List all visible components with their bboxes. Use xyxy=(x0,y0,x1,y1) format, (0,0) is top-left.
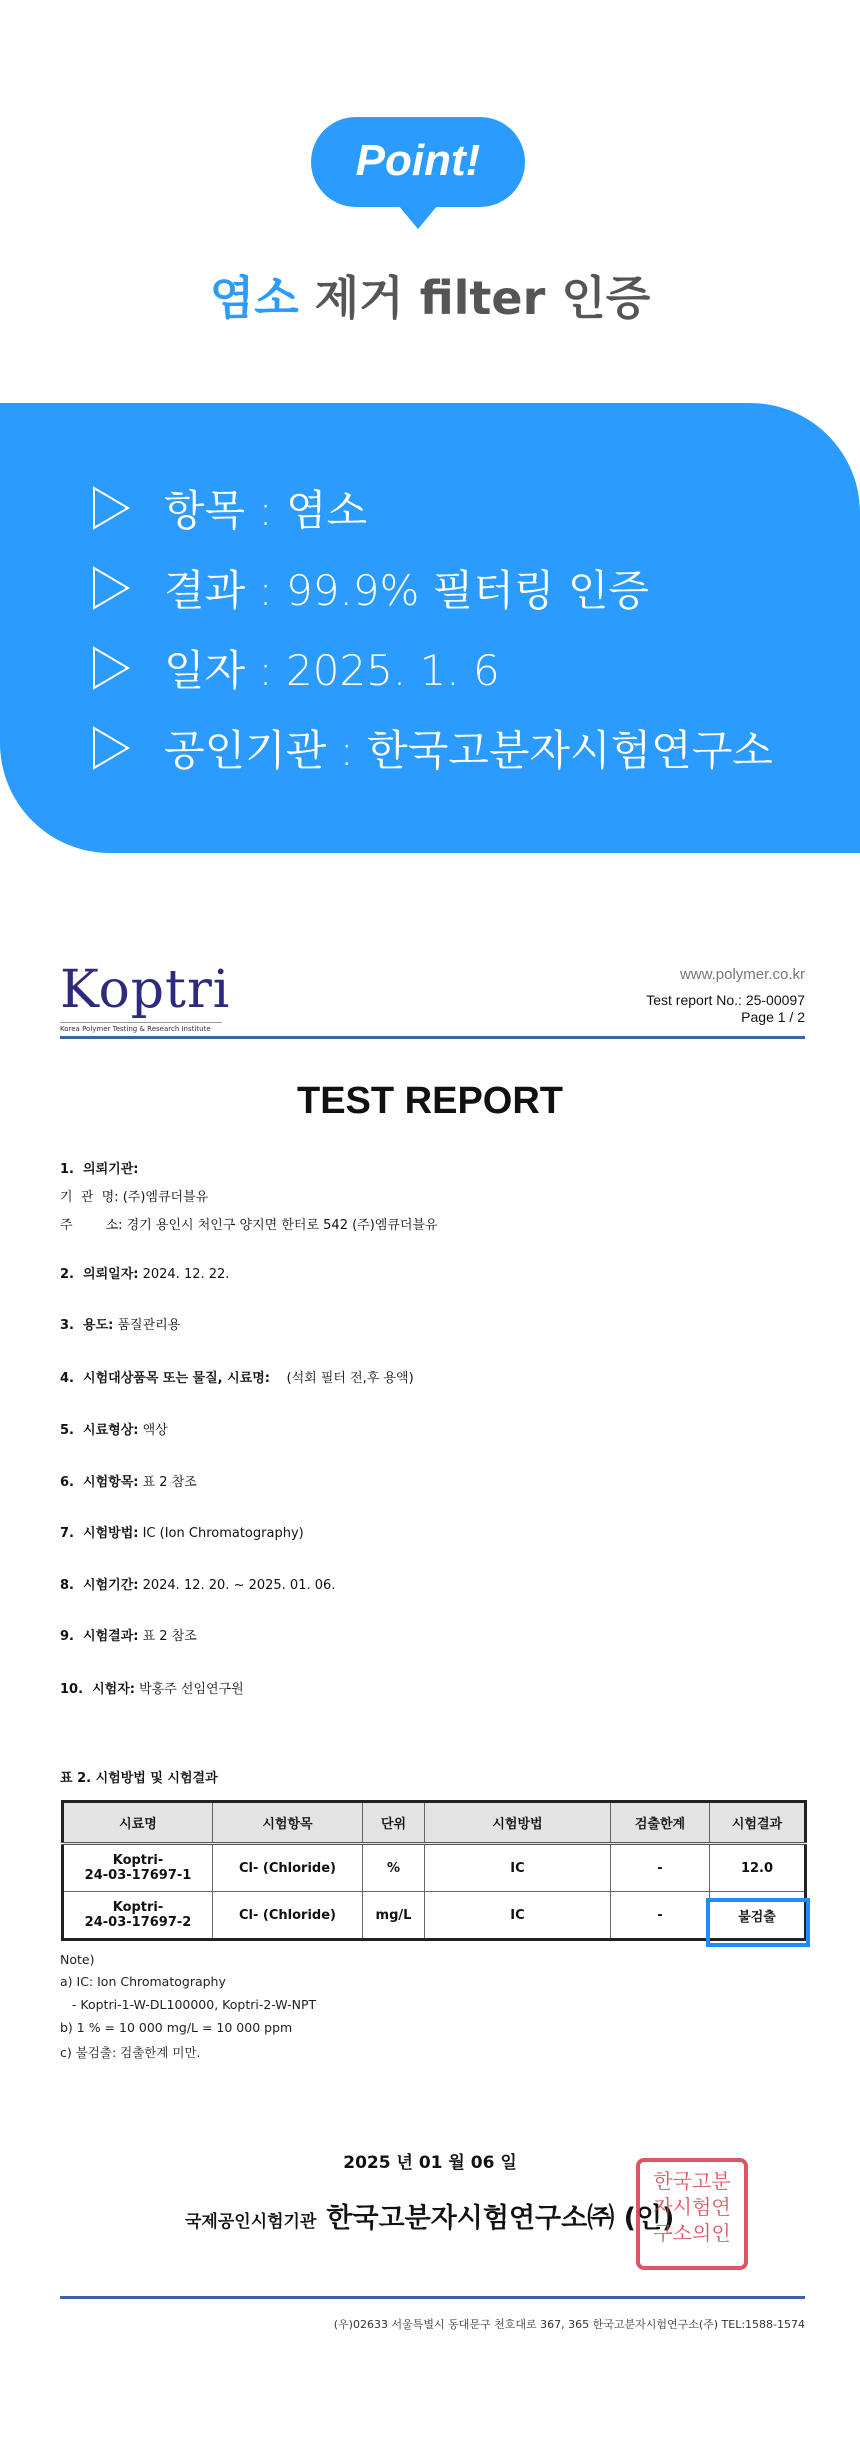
issuing-org xyxy=(185,2196,674,2235)
bullet-text: 공인기관 : 한국고분자시험연구소 xyxy=(164,726,773,775)
section-label: 6. 시험항목: xyxy=(60,1475,139,1490)
cell: % xyxy=(363,1844,425,1892)
footer-rule xyxy=(60,2296,805,2299)
report-section xyxy=(60,1574,335,1593)
table-caption: 표 2. 시험방법 및 시험결과 xyxy=(60,1771,218,1786)
cell: 불검출 xyxy=(710,1892,806,1940)
report-number: Test report No.: 25-00097 xyxy=(646,992,805,1008)
report-section xyxy=(60,1678,244,1697)
section-value: 표 2 참조 xyxy=(138,1629,197,1644)
section-label: 8. 시험기간: xyxy=(60,1578,139,1593)
col-header: 시험방법 xyxy=(425,1802,611,1844)
cell: Koptri- 24-03-17697-2 xyxy=(63,1892,213,1940)
section-label: 9. 시험결과: xyxy=(60,1629,139,1644)
headline-rest: 제거 filter 인증 xyxy=(298,271,651,325)
cell: mg/L xyxy=(363,1892,425,1940)
org-name: 한국고분자시험연구소㈜ (인) xyxy=(326,2203,675,2234)
bullet-text: 항목 : 염소 xyxy=(164,486,368,535)
point-badge: Point! xyxy=(311,117,525,207)
section-value: 기 관 명: (주)엠큐더블유 xyxy=(60,1190,209,1205)
bullet-text: 결과 : 99.9% 필터링 인증 xyxy=(164,566,649,615)
col-header: 시험항목 xyxy=(213,1802,363,1844)
section-label: 7. 시험방법: xyxy=(60,1526,139,1541)
bullet-item xyxy=(92,718,773,778)
section-label: 3. 용도: xyxy=(60,1318,114,1333)
official-seal: 한국고분자시험연구소의인 xyxy=(636,2158,748,2270)
triangle-icon xyxy=(92,726,130,770)
section-label: 5. 시료형상: xyxy=(60,1423,139,1438)
cell: IC xyxy=(425,1892,611,1940)
website-url: www.polymer.co.kr xyxy=(679,966,805,983)
section-value: 표 2 참조 xyxy=(138,1475,197,1490)
cell: Cl- (Chloride) xyxy=(213,1892,363,1940)
bullet-item xyxy=(92,558,649,618)
summary-panel xyxy=(0,403,860,853)
report-section xyxy=(60,1625,197,1644)
section-label: 1. 의뢰기관: xyxy=(60,1162,139,1177)
org-prefix: 국제공인시험기관 xyxy=(185,2212,317,2232)
report-meta xyxy=(646,992,805,1026)
report-section xyxy=(60,1263,229,1282)
note-line: a) IC: Ion Chromatography xyxy=(60,1974,226,1989)
section-value: 2024. 12. 20. ~ 2025. 01. 06. xyxy=(138,1578,336,1593)
note-line: b) 1 % = 10 000 mg/L = 10 000 ppm xyxy=(60,2020,293,2035)
logo-subtitle: Korea Polymer Testing & Research Institute xyxy=(60,1022,222,1033)
cell: Cl- (Chloride) xyxy=(213,1844,363,1892)
triangle-icon xyxy=(92,486,130,530)
section-label: 10. 시험자: xyxy=(60,1682,135,1697)
note-line: - Koptri-1-W-DL100000, Koptri-2-W-NPT xyxy=(60,1997,317,2012)
results-table xyxy=(61,1800,807,1941)
section-label: 2. 의뢰일자: xyxy=(60,1267,139,1282)
report-section xyxy=(60,1419,168,1438)
cell: - xyxy=(611,1844,710,1892)
page-number: Page 1 / 2 xyxy=(741,1009,805,1025)
report-section xyxy=(60,1522,304,1541)
section-value: 품질관리용 xyxy=(113,1318,181,1333)
issue-date: 2025 년 01 월 06 일 xyxy=(343,2153,517,2173)
bullet-item xyxy=(92,638,500,698)
header-rule xyxy=(60,1036,805,1039)
col-header: 검출한계 xyxy=(611,1802,710,1844)
headline xyxy=(0,262,860,328)
report-section xyxy=(60,1314,180,1333)
bullet-item xyxy=(92,478,367,538)
col-header: 시험결과 xyxy=(710,1802,806,1844)
cell: - xyxy=(611,1892,710,1940)
table-row xyxy=(63,1892,806,1940)
report-section xyxy=(60,1367,414,1386)
report-section xyxy=(60,1158,138,1177)
cell: 12.0 xyxy=(710,1844,806,1892)
note-line: c) 불검출: 검출한계 미만. xyxy=(60,2045,201,2060)
report-section xyxy=(60,1186,208,1205)
triangle-icon xyxy=(92,566,130,610)
col-header: 시료명 xyxy=(63,1802,213,1844)
triangle-icon xyxy=(92,646,130,690)
headline-highlight: 염소 xyxy=(209,271,299,325)
section-value: 액상 xyxy=(138,1423,168,1438)
section-value: 주 소: 경기 용인시 처인구 양지면 한터로 542 (주)엠큐더블유 xyxy=(60,1218,438,1233)
table-row xyxy=(63,1844,806,1892)
footer-address: (우)02633 서울특별시 동대문구 천호대로 367, 365 한국고분자시험연구소(주) TEL:1588-1574 xyxy=(333,2318,805,2331)
badge-tail xyxy=(398,205,438,229)
note-line: Note) xyxy=(60,1952,95,1967)
section-label: 4. 시험대상품목 또는 물질, 시료명: xyxy=(60,1371,271,1386)
report-section xyxy=(60,1214,438,1233)
section-value: IC (Ion Chromatography) xyxy=(138,1526,304,1541)
koptri-logo: Koptri xyxy=(60,960,231,1020)
result-highlight-box xyxy=(706,1898,810,1947)
cell: Koptri- 24-03-17697-1 xyxy=(63,1844,213,1892)
col-header: 단위 xyxy=(363,1802,425,1844)
bullet-text: 일자 : 2025. 1. 6 xyxy=(164,646,500,695)
section-value: 박홍주 선임연구원 xyxy=(134,1682,244,1697)
report-section xyxy=(60,1471,197,1490)
table-header-row xyxy=(63,1802,806,1844)
section-value: 2024. 12. 22. xyxy=(138,1267,230,1282)
report-title: TEST REPORT xyxy=(296,1080,564,1122)
section-value: (석회 필터 전,후 용액) xyxy=(270,1371,414,1386)
cell: IC xyxy=(425,1844,611,1892)
